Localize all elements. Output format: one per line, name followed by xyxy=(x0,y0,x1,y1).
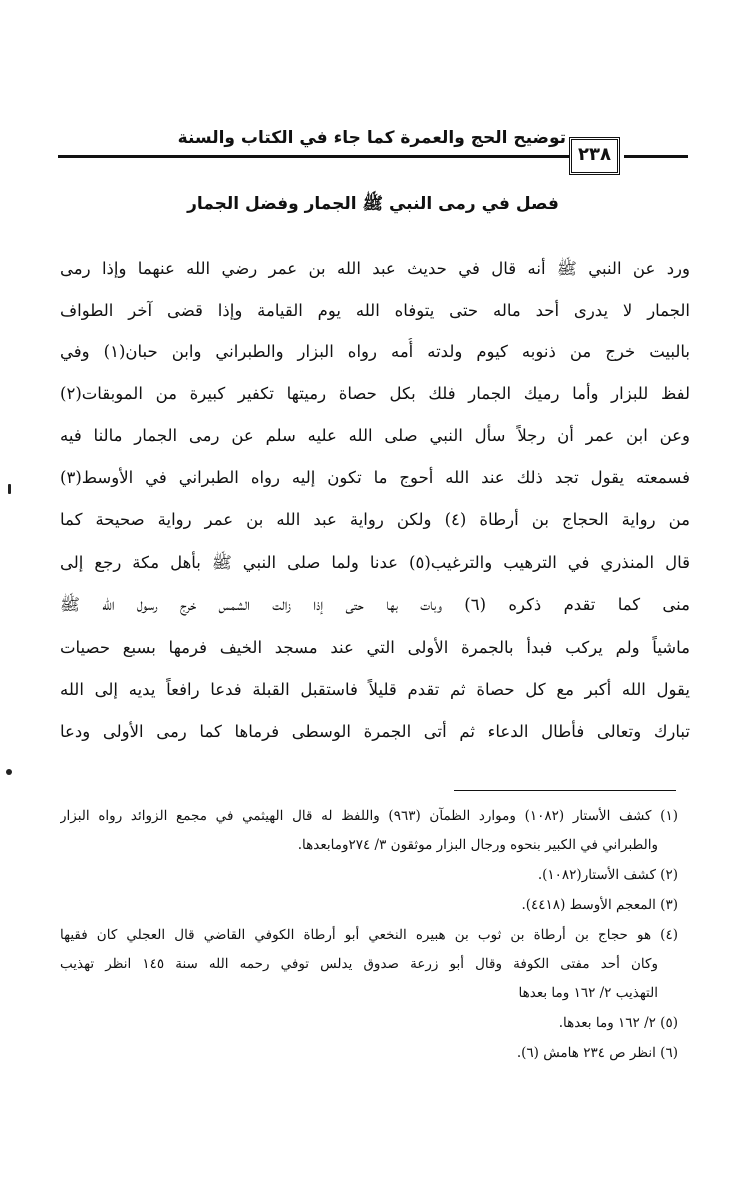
running-header-title: توضيح الحج والعمرة كما جاء في الكتاب والسنة xyxy=(177,128,566,148)
page-number: ٢٣٨ xyxy=(569,137,620,175)
body-line: ماشياً ولم يركب فبدأ بالجمرة الأولى التي عند مسجد الخيف فرمها بسبع حصيات xyxy=(60,638,690,657)
footnote-1: (١) كشف الأستار (١٠٨٢) وموارد الظمآن (٩٦٣) واللفظ له قال الهيثمي في مجمع الزوائد رواه البزار xyxy=(60,808,678,824)
footnote-4-continuation: التهذيب ٢/ ١٦٢ وما بعدها xyxy=(518,985,658,1001)
body-line: بالبيت خرج من ذنوبه كيوم ولدته أُمه رواه البزار والطبراني وابن حبان(١) وفي xyxy=(60,342,690,361)
body-line: تبارك وتعالى فأطال الدعاء ثم أتى الجمرة الوسطى فرماها كما رمى الأولى ودعا xyxy=(60,722,690,741)
footnote-1-continuation: والطبراني في الكبير بنحوه ورجال البزار موثقون ٣/ ٢٧٤ومابعدها. xyxy=(297,837,658,853)
footnote-4-continuation: وكان أحد مفتى الكوفة وقال أبو زرعة صدوق يدلس توفي رحمه الله سنة ١٤٥ انظر تهذيب xyxy=(60,956,658,972)
scan-mark xyxy=(8,484,11,494)
footnote-3: (٣) المعجم الأوسط (٤٤١٨). xyxy=(521,897,678,913)
footnote-separator xyxy=(454,790,676,791)
header-rule-right xyxy=(624,155,688,158)
scan-mark xyxy=(6,769,12,775)
body-line: فسمعته يقول تجد ذلك عند الله أحوج ما تكون إليه رواه الطبراني في الأوسط(٣) xyxy=(60,468,690,487)
header-rule-left xyxy=(58,155,569,158)
body-line: ورد عن النبي ﷺ أنه قال في حديث عبد الله بن عمر رضي الله عنهما وإذا رمى xyxy=(60,259,690,278)
body-line: لفظ للبزار وأما رميك الجمار فلك بكل حصاة رميتها تكفير كبيرة من الموبقات(٢) xyxy=(60,384,690,403)
body-line: من رواية الحجاج بن أرطاة (٤) ولكن رواية عبد الله بن عمر رواية صحيحة كما xyxy=(60,510,690,529)
body-line: وعن ابن عمر أن رجلاً سأل النبي صلى الله عليه سلم عن رمى الجمار مالنا فيه xyxy=(60,426,690,445)
section-heading: فصل في رمى النبي ﷺ الجمار وفضل الجمار xyxy=(187,194,559,214)
footnote-6: (٦) انظر ص ٢٣٤ هامش (٦). xyxy=(516,1045,678,1061)
body-line: منى كما تقدم ذكره (٦) وبات بها حتى إذا زالت الشمس خرج رسول الله ﷺ xyxy=(60,595,690,614)
footnote-4: (٤) هو حجاج بن أرطاة بن ثوب بن هبيره النخعي أبو أرطاة الكوفي القاضي قال العجلي كان فقيها xyxy=(60,927,678,943)
footnote-5: (٥) ٢/ ١٦٢ وما بعدها. xyxy=(558,1015,678,1031)
body-line: يقول الله أكبر مع كل حصاة ثم تقدم قليلاً فاستقبل القبلة فدعا رافعاً يديه إلى الله xyxy=(60,680,690,699)
body-line: الجمار لا يدرى أحد ماله حتى يتوفاه الله يوم القيامة وإذا قضى آخر الطواف xyxy=(60,301,690,320)
footnote-2: (٢) كشف الأستار(١٠٨٢). xyxy=(537,867,678,883)
body-line: قال المنذري في الترهيب والترغيب(٥) عدنا ولما صلى النبي ﷺ بأهل مكة رجع إلى xyxy=(60,553,690,572)
